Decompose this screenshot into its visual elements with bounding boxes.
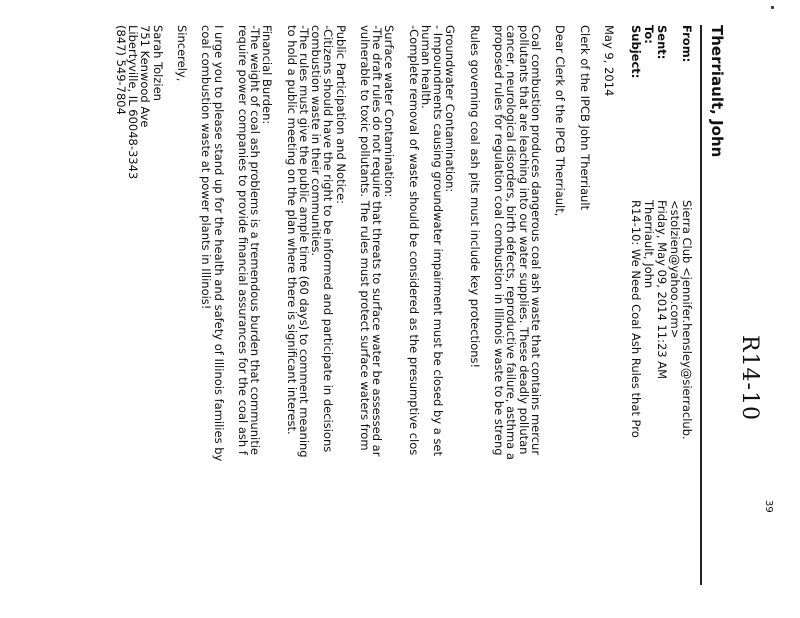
subject-label: Subject: (629, 25, 643, 79)
body-line: -The draft rules do not require that threats to surface water be assessed ar (370, 25, 385, 457)
body-line: Libertyville, IL 60048-3343 (126, 25, 141, 180)
body-line: require power companies to provide financial assurances for the coal ash f (236, 25, 250, 455)
scan-speck (771, 6, 774, 9)
body-line: Public Participation and Notice: (333, 25, 348, 205)
body-line: Dear Clerk of the IPCB Therriault, (553, 25, 568, 217)
body-line: -The rules must give the public ample time (60 days) to comment meaning (297, 25, 311, 458)
body-line: pollutants that are leaching into our water supplies. These deadly pollutan (516, 25, 531, 455)
body-line: (847) 549-7804 (114, 25, 128, 115)
body-line: cancer, neurological disorders, birth defects, reproductive failure, asthma a (504, 25, 519, 460)
header-rule (700, 25, 702, 585)
body-line: - Impoundments causing groundwater impairment must be closed by a set (431, 25, 446, 457)
header-name: Therriault, John (708, 25, 726, 158)
body-line: Coal combustion produces dangerous coal ash waste that contains mercur (528, 25, 543, 456)
body-line: to hold a public meeting on the plan where there is significant interest. (284, 25, 299, 435)
body-line: human health. (419, 25, 433, 109)
body-line: Sincerely, (175, 25, 189, 82)
subject-value: R14-10: We Need Coal Ash Rules that Pro (629, 200, 643, 438)
to-value: Therriault, John (642, 200, 656, 289)
sent-label: Sent: (655, 25, 669, 60)
body-line: -The weight of coal ash problems is a tremendous burden that communitie (248, 25, 263, 455)
from-value: Sierra Club <jennifer.hensley@sierraclub. (680, 200, 694, 440)
to-label: To: (642, 25, 656, 44)
docket-number: R14-10 (737, 335, 762, 421)
body-line: May 9, 2014 (602, 25, 616, 97)
body-line: Sarah Tolzien (150, 25, 165, 101)
body-line: 751 Kenwood Ave (138, 25, 153, 128)
body-line: Groundwater Contamination: (443, 25, 458, 193)
body-line: I urge you to please stand up for the health and safety of Illinois families by (211, 25, 226, 462)
page-number: 39 (763, 500, 774, 513)
body-line: proposed rules for regulation coal combustion in Illinois waste to be streng (492, 25, 507, 456)
body-line: Clerk of the IPCB John Therriault (577, 25, 592, 211)
body-line: Financial Burden: (260, 25, 275, 125)
from-label: From: (680, 25, 694, 63)
from-email-value: <stolzien@yahoo.com> (668, 200, 682, 339)
sent-value: Friday, May 09, 2014 11:23 AM (655, 200, 669, 380)
body-line: Rules governing coal ash pits must include key protections! (467, 25, 482, 369)
body-line: vulnerable to toxic pollutants. The rules must protect surface waters from (358, 25, 372, 451)
body-line: combustion waste in their communities. (309, 25, 324, 257)
body-line: -Citizens should have the right to be informed and participate in decisions (321, 25, 336, 453)
body-line: Surface water Contamination: (382, 25, 397, 198)
body-line: coal combustion waste at power plants in Illinois! (199, 25, 214, 310)
body-line: -Complete removal of waste should be considered as the presumptive clos (406, 25, 421, 456)
